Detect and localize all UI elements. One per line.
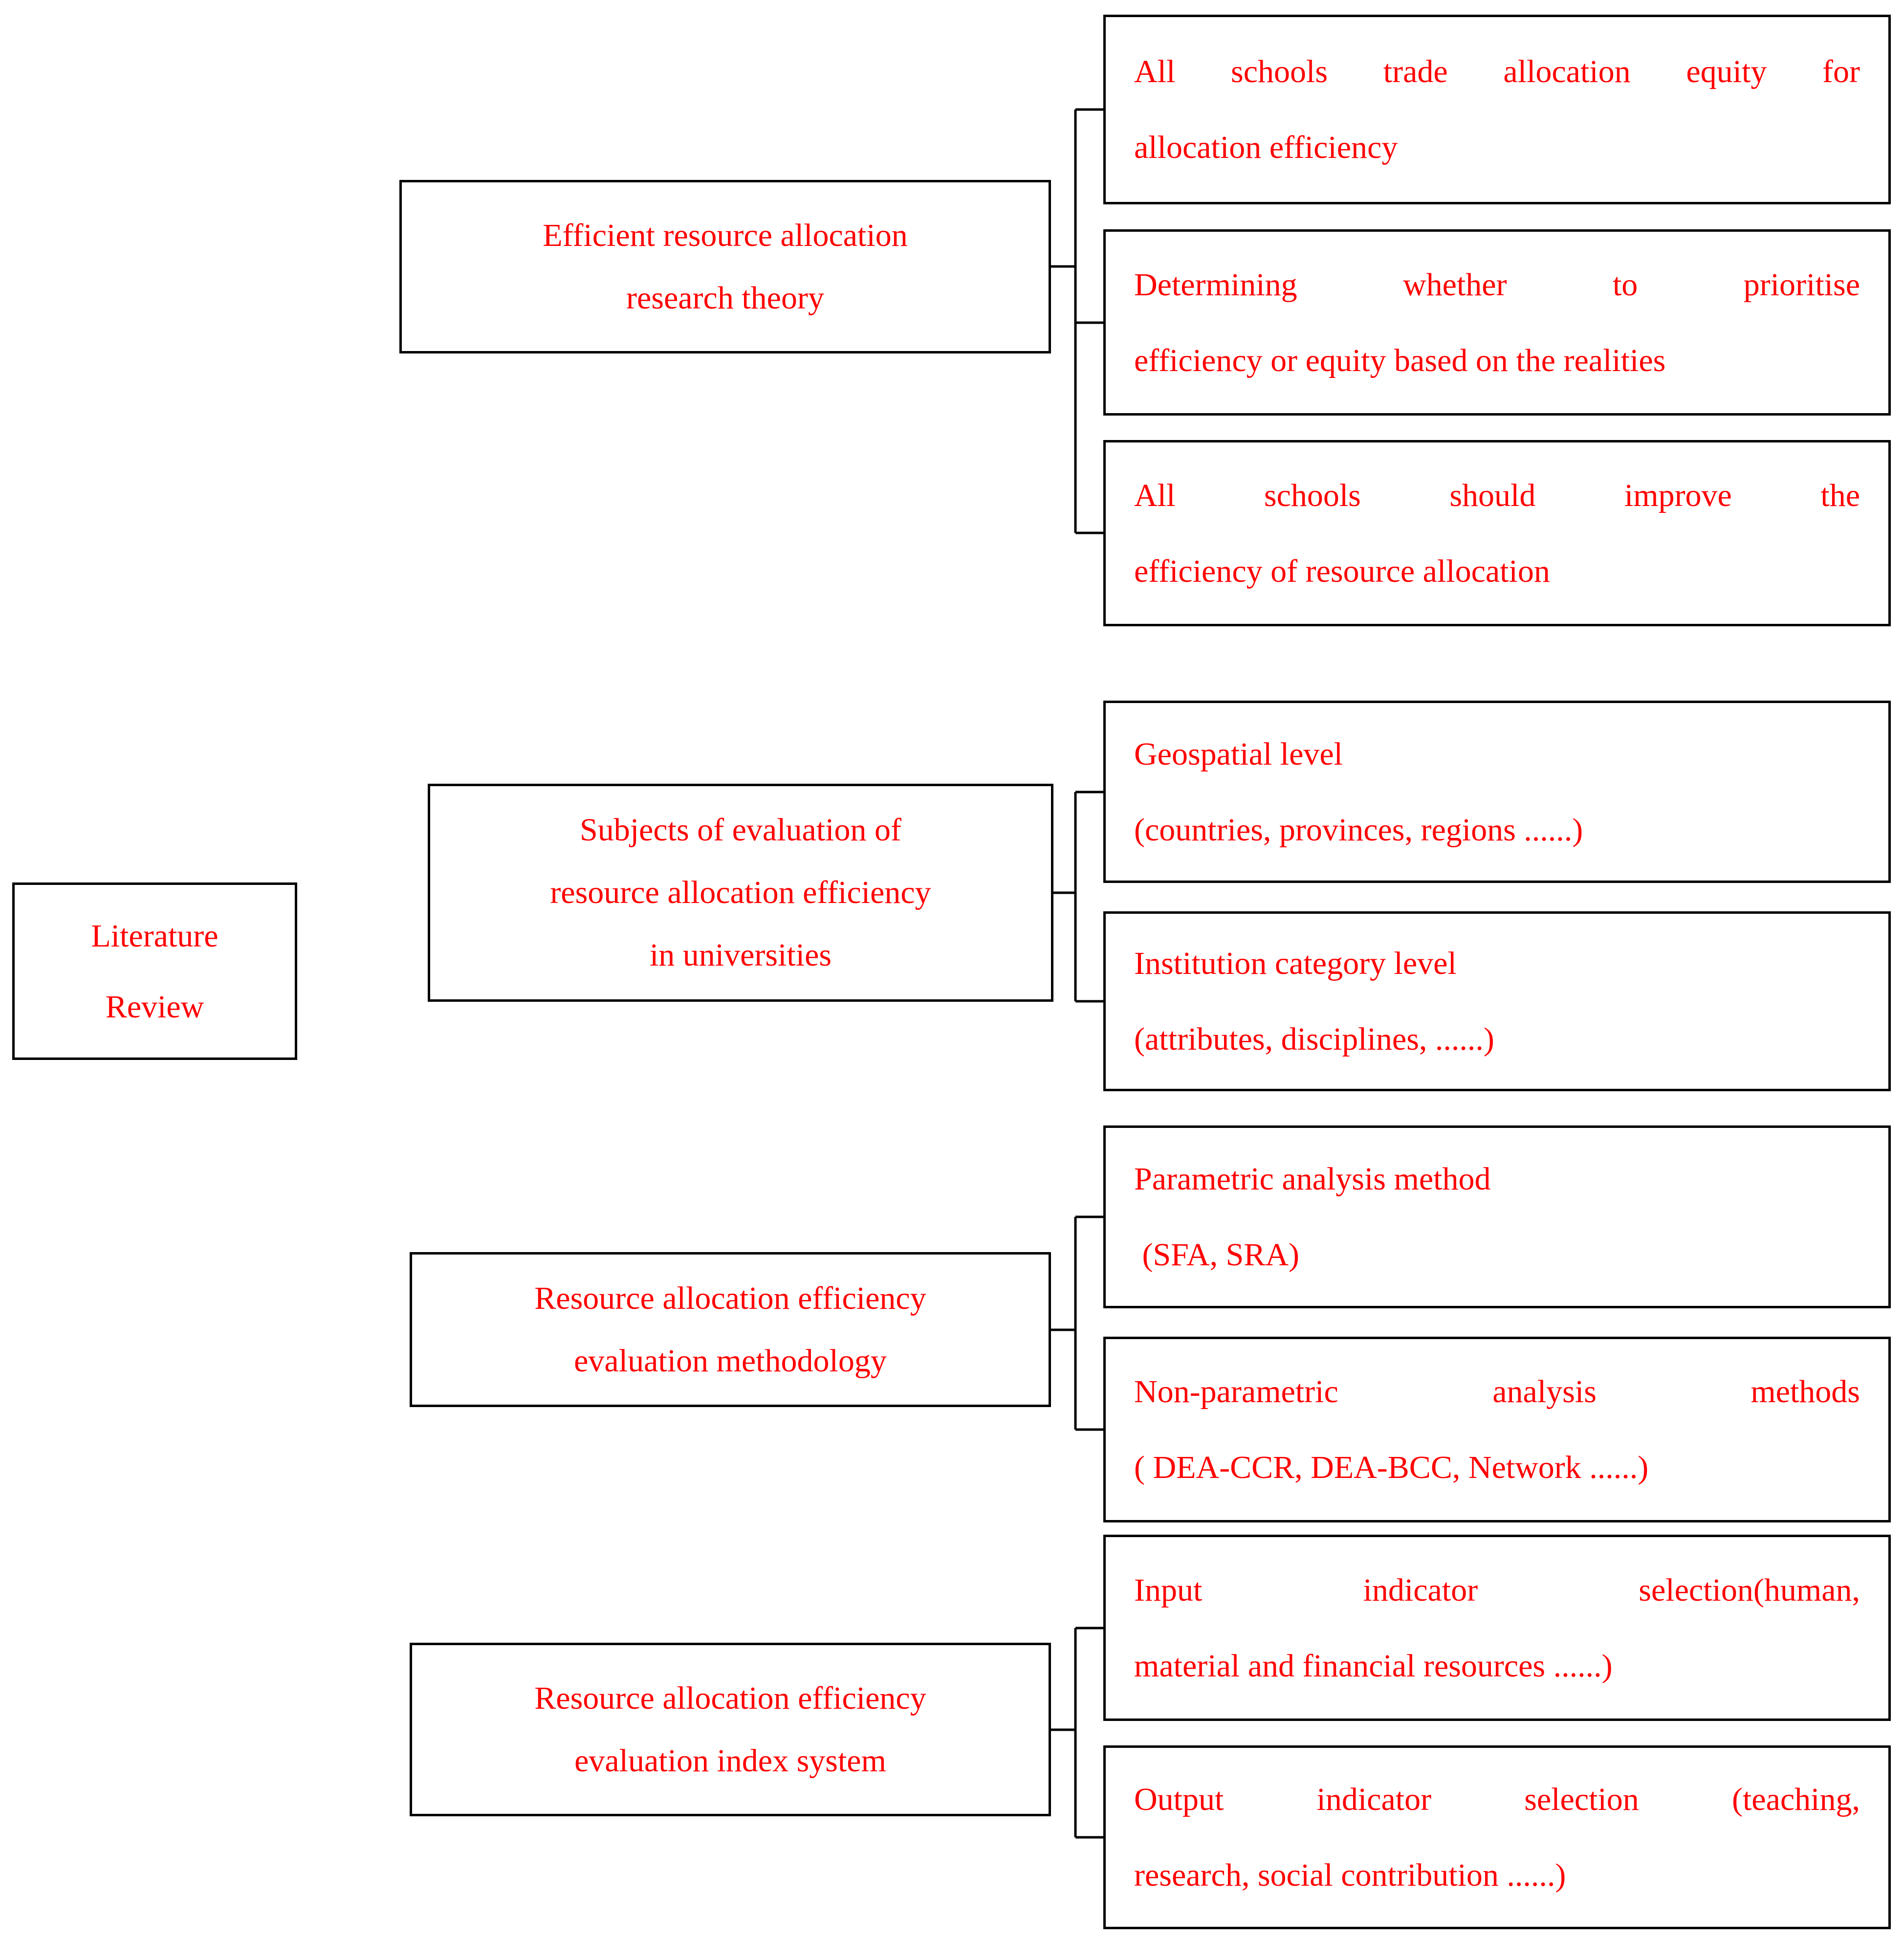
branch-label-line: research theory [626,280,824,316]
leaf-text-line: Input indicator selection(human, [1134,1572,1860,1608]
leaf-text-line: Output indicator selection (teaching, [1134,1782,1860,1817]
leaf-text-line: Non-parametric analysis methods [1134,1374,1860,1410]
branch-box-evaluation-methodology [410,1252,1051,1407]
leaf-text-line: efficiency of resource allocation [1134,553,1550,589]
leaf-box-prioritise-efficiency-or-equity [1103,229,1891,416]
leaf-text-line: allocation efficiency [1134,130,1398,165]
leaf-text-line: material and financial resources ......) [1134,1648,1613,1684]
leaf-text-line: (attributes, disciplines, ......) [1134,1021,1494,1057]
leaf-text-line: efficiency or equity based on the realities [1134,342,1666,378]
root-box-literature-review [12,882,297,1060]
leaf-text-line: Institution category level [1134,946,1457,981]
leaf-box-non-parametric-analysis [1103,1337,1891,1522]
branch-box-efficient-resource-allocation-theory [399,180,1051,353]
branch-label-line: Resource allocation efficiency [534,1280,926,1316]
leaf-box-parametric-analysis [1103,1125,1891,1308]
leaf-box-output-indicator-selection [1103,1745,1891,1929]
root-label-line: Review [105,989,204,1025]
leaf-text-line: Determining whether to prioritise [1134,266,1860,303]
branch-box-subjects-of-evaluation [428,784,1053,1002]
leaf-text-line: Geospatial level [1134,736,1343,772]
leaf-text-line: Parametric analysis method [1134,1161,1491,1197]
branch-label-line: evaluation index system [574,1742,886,1779]
leaf-box-improve-allocation-efficiency [1103,440,1891,626]
branch-label-line: evaluation methodology [574,1343,887,1379]
branch-label-line: resource allocation efficiency [550,875,931,910]
leaf-text-line: All schools should improve the [1134,477,1860,513]
branch-label-line: Subjects of evaluation of [579,812,901,848]
leaf-box-input-indicator-selection [1103,1535,1891,1721]
leaf-text-line: All schools trade allocation equity for [1134,54,1860,89]
branch-box-evaluation-index-system [410,1643,1051,1816]
leaf-text-line: (countries, provinces, regions ......) [1134,812,1583,848]
leaf-box-trade-equity-for-efficiency [1103,15,1891,204]
leaf-text-line: ( DEA-CCR, DEA-BCC, Network ......) [1134,1450,1649,1485]
root-label-line: Literature [91,918,219,954]
bracket-group-1 [1051,110,1103,533]
bracket-group-2 [1053,792,1103,1001]
leaf-text-line: research, social contribution ......) [1134,1857,1566,1893]
leaf-box-geospatial-level [1103,701,1891,883]
branch-label-line: Efficient resource allocation [543,217,908,253]
bracket-group-4 [1051,1628,1103,1837]
branch-label-line: in universities [649,937,832,973]
bracket-group-3 [1051,1217,1103,1430]
leaf-box-institution-category-level [1103,911,1891,1091]
branch-label-line: Resource allocation efficiency [534,1680,926,1716]
leaf-text-line: (SFA, SRA) [1134,1237,1300,1273]
